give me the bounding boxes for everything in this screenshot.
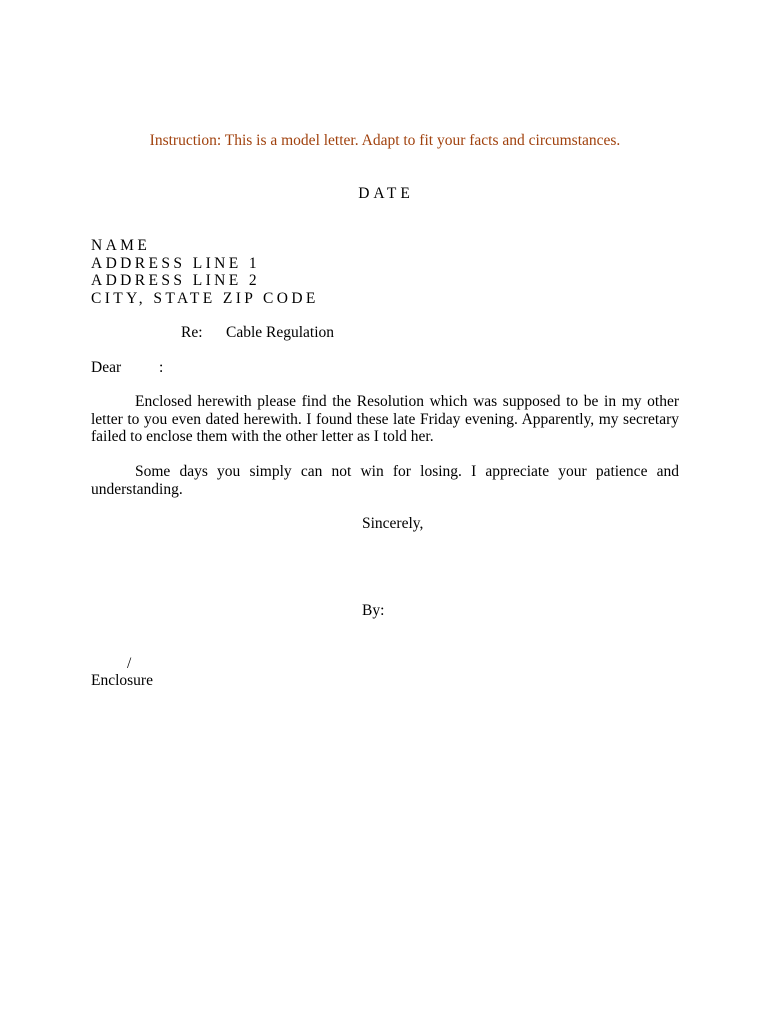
body-paragraph-1: Enclosed herewith please find the Resolution which was supposed to be in my other letter to you even dated herewith. I found these late Friday evening. Apparently, my secretary failed to enclose them with the other letter as I told her. [91,393,679,445]
address-line-1: ADDRESS LINE 1 [91,254,261,272]
recipient-address-block [91,237,319,307]
body-paragraph-2: Some days you simply can not win for losing. I appreciate your patience and understanding. [91,463,679,498]
re-label: Re: [181,324,203,341]
salutation: Dear [91,359,122,376]
enclosure-note: Enclosure [91,672,153,689]
instruction-note: Instruction: This is a model letter. Adapt to fit your facts and circumstances. [149,132,621,149]
salutation-colon: : [159,359,164,376]
re-subject: Cable Regulation [226,324,335,341]
signature-line: By: [362,602,385,619]
closing: Sincerely, [362,515,424,532]
city-state-zip: CITY, STATE ZIP CODE [91,289,319,307]
address-line-2: ADDRESS LINE 2 [91,272,261,289]
letter-date: DATE [358,185,414,202]
typist-initials: / [127,655,132,672]
recipient-name: NAME [91,237,151,254]
